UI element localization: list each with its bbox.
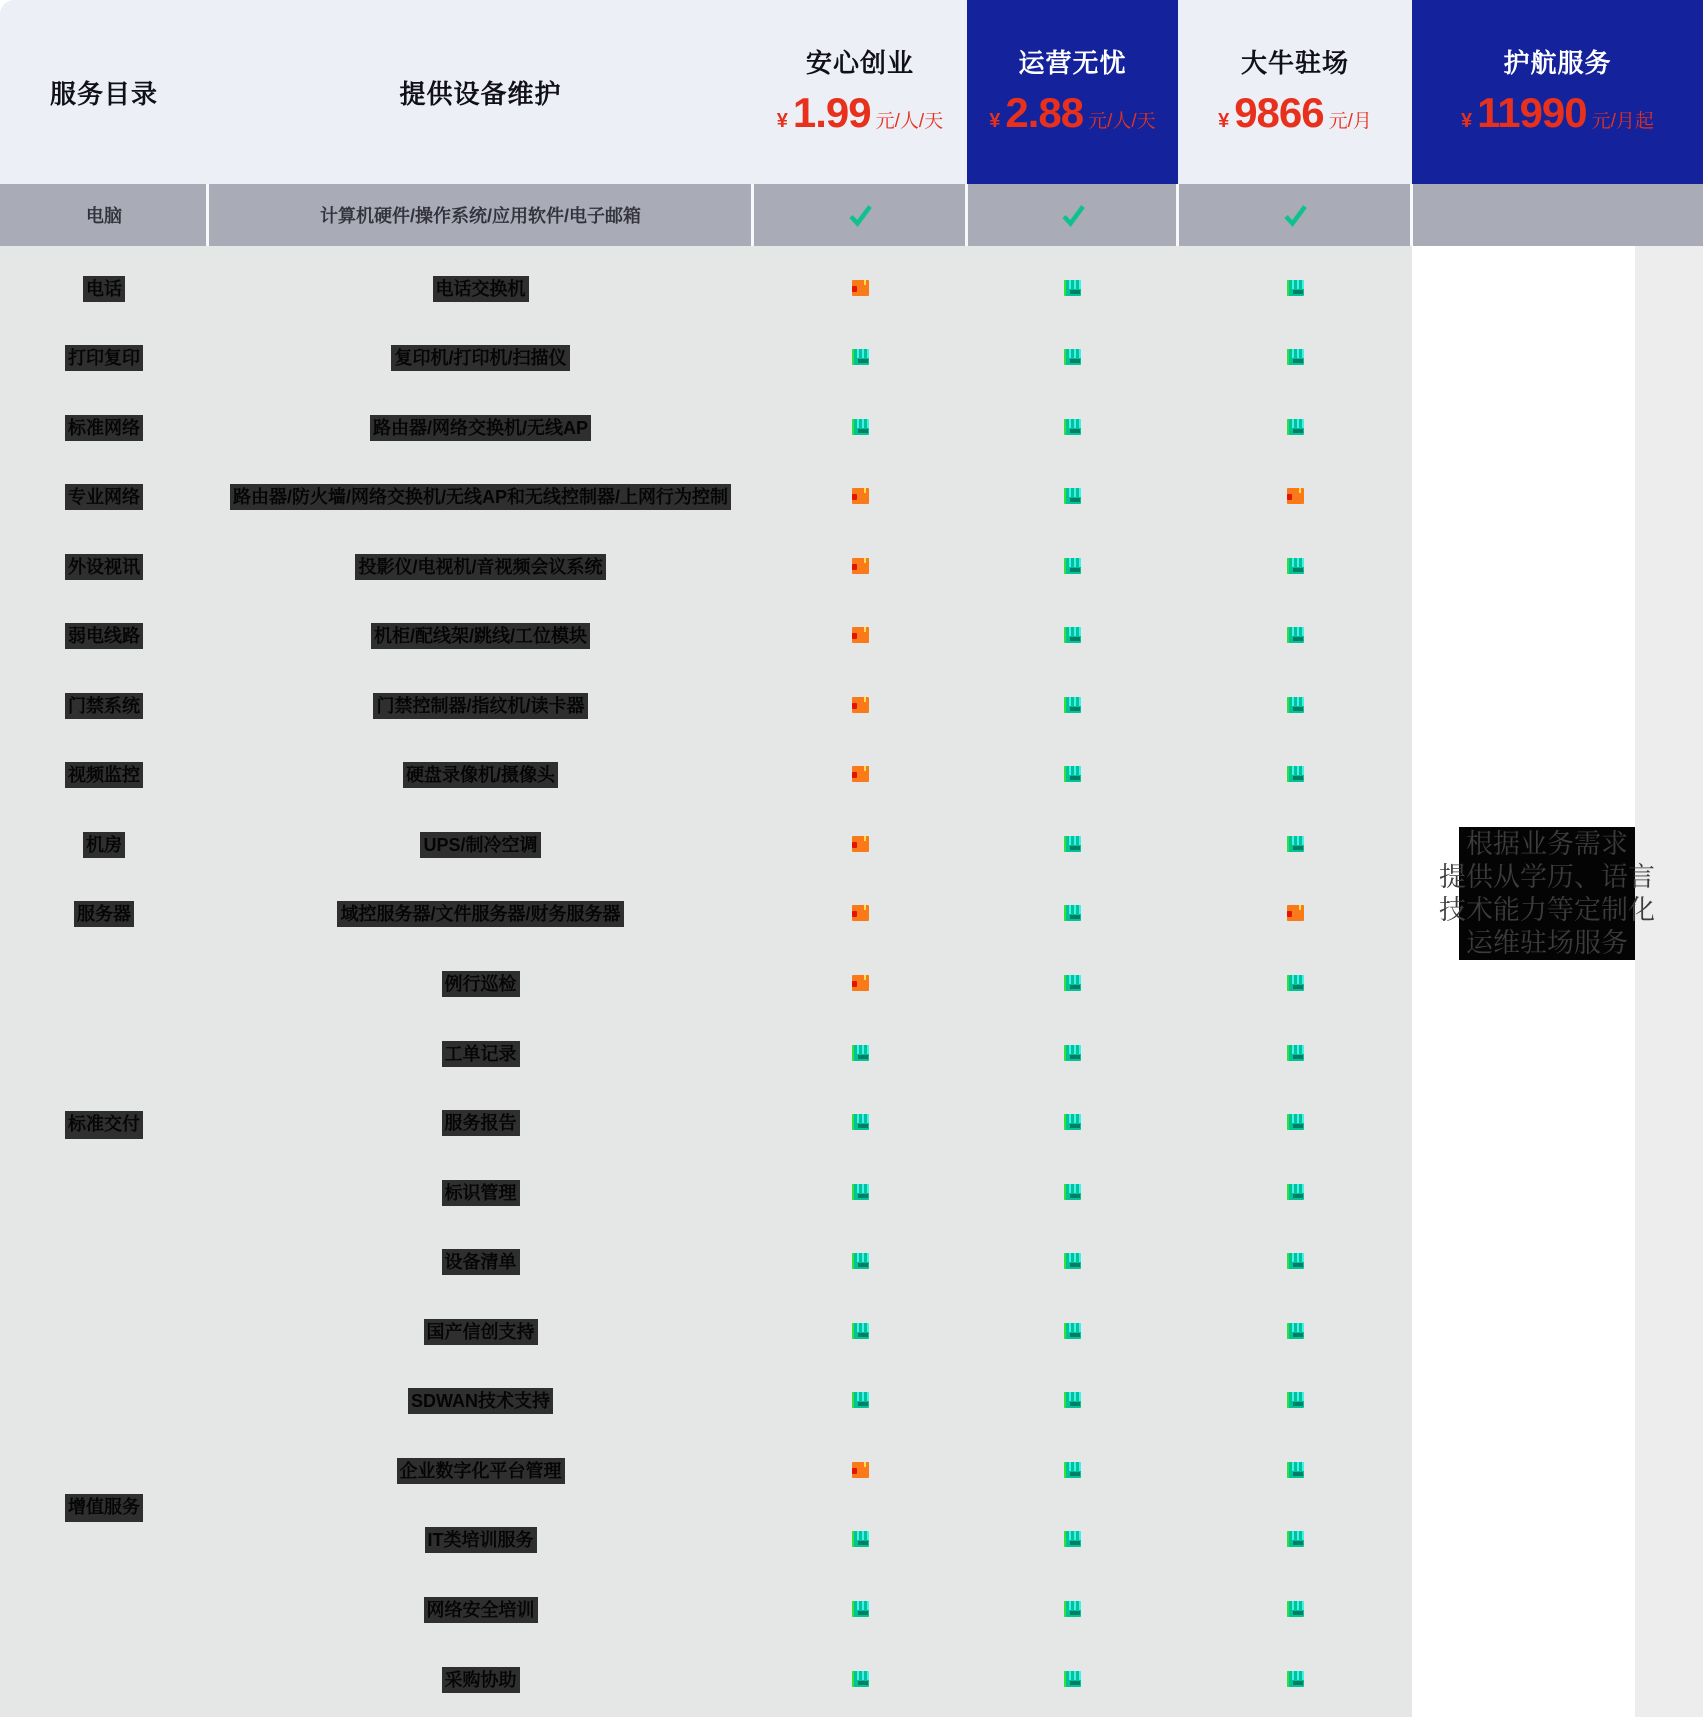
- orange-partial-icon: [852, 280, 869, 296]
- green-support-icon: [1287, 1392, 1304, 1408]
- table-row: [0, 1228, 1703, 1298]
- plan-value-cell: [1287, 1462, 1304, 1483]
- device-cell: [442, 1670, 520, 1692]
- table-row: [0, 463, 1703, 533]
- table-row: [0, 1367, 1703, 1437]
- plan-value-cell: [1287, 627, 1304, 648]
- plan-value-cell: [1064, 905, 1081, 926]
- orange-partial-icon: [1287, 488, 1304, 504]
- orange-partial-icon: [852, 697, 869, 713]
- device-cell: [425, 1530, 537, 1552]
- green-support-icon: [852, 1184, 869, 1200]
- price-value: 11990: [1477, 89, 1587, 136]
- category-cell: [65, 696, 143, 718]
- category-label: 电脑: [86, 206, 122, 226]
- plan-value-cell: [1064, 1462, 1081, 1483]
- plan-price: [989, 89, 1156, 136]
- green-support-icon: [1287, 1462, 1304, 1478]
- price-value: 2.88: [1005, 89, 1084, 136]
- green-support-icon: [1064, 1114, 1081, 1130]
- device-header-label: 提供设备维护: [399, 78, 562, 109]
- price-unit: 元/人/天: [1088, 111, 1156, 132]
- table-row: [0, 950, 1703, 1020]
- price-value: 1.99: [792, 89, 871, 136]
- green-support-icon: [1064, 1323, 1081, 1339]
- plan-value-cell: [1064, 349, 1081, 370]
- plan-value-cell: [1287, 1671, 1304, 1692]
- device-cell: [230, 487, 731, 509]
- catalog-row-plan1-cell: [846, 201, 874, 229]
- service-item-label: 电话交换机: [433, 276, 529, 302]
- plan-header-daniuzhuchang: [1178, 0, 1412, 184]
- plan-price: [1461, 89, 1654, 136]
- service-item-label: 域控服务器/文件服务器/财务服务器: [337, 901, 623, 927]
- green-support-icon: [852, 1531, 869, 1547]
- plan-value-cell: [1287, 419, 1304, 440]
- green-support-icon: [1064, 697, 1081, 713]
- green-support-icon: [1287, 627, 1304, 643]
- plan-value-cell: [1064, 558, 1081, 579]
- plan-value-cell: [852, 697, 869, 718]
- plan-value-cell: [1064, 697, 1081, 718]
- category-label: 门禁系统: [65, 693, 143, 719]
- green-support-icon: [1064, 1601, 1081, 1617]
- orange-partial-icon: [852, 627, 869, 643]
- price-unit: 元/人/天: [875, 111, 944, 132]
- green-support-icon: [1064, 1392, 1081, 1408]
- table-row: [0, 394, 1703, 464]
- plan-value-cell: [1287, 558, 1304, 579]
- orange-partial-icon: [1287, 905, 1304, 921]
- plan-value-cell: [852, 1671, 869, 1692]
- green-support-icon: [1064, 488, 1081, 504]
- currency-symbol: ¥: [776, 110, 788, 132]
- device-cell: [442, 1044, 520, 1066]
- category-cell: [83, 279, 125, 301]
- category-label: 服务器: [74, 901, 134, 927]
- catalog-header-row: [0, 184, 1703, 246]
- plan-value-cell: [852, 1184, 869, 1205]
- plan-value-cell: [1287, 1045, 1304, 1066]
- category-label: 弱电线路: [65, 623, 143, 649]
- green-support-icon: [852, 349, 869, 365]
- device-cell: [391, 348, 569, 370]
- currency-symbol: ¥: [1218, 110, 1230, 132]
- service-item-label: 采购协助: [442, 1667, 520, 1693]
- service-item-label: 路由器/防火墙/网络交换机/无线AP和无线控制器/上网行为控制: [230, 484, 731, 510]
- green-support-icon: [1287, 1184, 1304, 1200]
- table-row: [0, 1506, 1703, 1576]
- green-support-icon: [1064, 1184, 1081, 1200]
- green-support-icon: [852, 1671, 869, 1687]
- plan-value-cell: [852, 1601, 869, 1622]
- plan-value-cell: [1287, 1253, 1304, 1274]
- plan-value-cell: [1064, 1323, 1081, 1344]
- catalog-row-category-cell: [86, 202, 122, 228]
- device-cell: [442, 1252, 520, 1274]
- plan-value-cell: [1064, 1184, 1081, 1205]
- green-support-icon: [1287, 280, 1304, 296]
- note-line: 运维驻场服务: [1466, 927, 1628, 958]
- category-cell: [65, 626, 143, 648]
- device-cell: [442, 1183, 520, 1205]
- column-divider: [965, 184, 968, 246]
- plan-value-cell: [852, 349, 869, 370]
- device-cell: [442, 1113, 520, 1135]
- column-divider: [751, 184, 754, 246]
- plan-value-cell: [1064, 419, 1081, 440]
- device-cell: [397, 1461, 565, 1483]
- price-value: 9866: [1234, 89, 1324, 136]
- service-item-label: UPS/制冷空调: [420, 832, 540, 858]
- table-row: [0, 672, 1703, 742]
- plan-value-cell: [1287, 766, 1304, 787]
- orange-partial-icon: [852, 488, 869, 504]
- green-support-icon: [1064, 836, 1081, 852]
- plan-value-cell: [1064, 627, 1081, 648]
- category-label: 专业网络: [65, 484, 143, 510]
- device-cell: [371, 626, 590, 648]
- plan-value-cell: [852, 419, 869, 440]
- green-support-icon: [852, 1114, 869, 1130]
- category-label: 外设视讯: [65, 554, 143, 580]
- table-row: [0, 533, 1703, 603]
- green-support-icon: [1287, 419, 1304, 435]
- table-row: [0, 1020, 1703, 1090]
- green-support-icon: [1287, 558, 1304, 574]
- green-support-icon: [1287, 697, 1304, 713]
- table-row: [0, 741, 1703, 811]
- currency-symbol: ¥: [1461, 110, 1473, 132]
- green-support-icon: [1064, 349, 1081, 365]
- service-item-label: 复印机/打印机/扫描仪: [391, 345, 569, 371]
- device-cell: [424, 1322, 538, 1344]
- green-support-icon: [1287, 349, 1304, 365]
- plan-value-cell: [852, 1323, 869, 1344]
- service-item-label: 服务报告: [442, 1110, 520, 1136]
- service-item-label: 工单记录: [442, 1041, 520, 1067]
- plan-value-cell: [1064, 280, 1081, 301]
- plan-value-cell: [1064, 975, 1081, 996]
- green-support-icon: [1287, 766, 1304, 782]
- plan-header-huhangfuwu: [1412, 0, 1703, 184]
- plan-value-cell: [852, 627, 869, 648]
- column-divider: [206, 184, 209, 246]
- group-label-value-added: [0, 1494, 208, 1522]
- note-line: 根据业务需求: [1466, 828, 1628, 859]
- table-row: [0, 1646, 1703, 1716]
- service-item-label: 例行巡检: [442, 971, 520, 997]
- check-icon: [1281, 201, 1309, 229]
- price-unit: 元/月: [1328, 111, 1372, 132]
- service-item-label: 硬盘录像机/摄像头: [403, 762, 558, 788]
- plan-name: 运营无忧: [1018, 48, 1127, 78]
- plan-value-cell: [852, 1392, 869, 1413]
- category-cell: [65, 348, 143, 370]
- green-support-icon: [1287, 1045, 1304, 1061]
- service-item-label: 机柜/配线架/跳线/工位模块: [371, 623, 590, 649]
- green-support-icon: [1287, 1531, 1304, 1547]
- green-support-icon: [1064, 1253, 1081, 1269]
- category-cell: [65, 557, 143, 579]
- category-label: 电话: [83, 276, 125, 302]
- table-row: [0, 1089, 1703, 1159]
- green-support-icon: [1064, 975, 1081, 991]
- plan-value-cell: [1064, 1392, 1081, 1413]
- plan-price: [1218, 89, 1372, 136]
- plan-value-cell: [1064, 1045, 1081, 1066]
- green-support-icon: [1287, 1323, 1304, 1339]
- table-row: [0, 255, 1703, 325]
- green-support-icon: [852, 1323, 869, 1339]
- plan-value-cell: [1064, 488, 1081, 509]
- orange-partial-icon: [852, 1462, 869, 1478]
- table-row: [0, 1298, 1703, 1368]
- plan-name: 大牛驻场: [1240, 48, 1349, 78]
- catalog-row-plan3-cell: [1281, 201, 1309, 229]
- plan-value-cell: [1287, 1114, 1304, 1135]
- device-cell: [433, 279, 529, 301]
- table-row: [0, 324, 1703, 394]
- green-support-icon: [852, 1601, 869, 1617]
- green-support-icon: [852, 1253, 869, 1269]
- plan-value-cell: [1064, 1671, 1081, 1692]
- plan-value-cell: [852, 1462, 869, 1483]
- plan-value-cell: [852, 905, 869, 926]
- service-item-label: 门禁控制器/指纹机/读卡器: [373, 693, 587, 719]
- device-cell: [424, 1600, 538, 1622]
- plan-price: [776, 89, 944, 136]
- plan-value-cell: [852, 975, 869, 996]
- green-support-icon: [1064, 1531, 1081, 1547]
- column-header-device: [208, 0, 753, 184]
- column-divider: [1410, 184, 1413, 246]
- category-label: 打印复印: [65, 345, 143, 371]
- green-support-icon: [1287, 1114, 1304, 1130]
- plan-value-cell: [1287, 905, 1304, 926]
- category-cell: [65, 418, 143, 440]
- custom-service-note: [1439, 827, 1655, 960]
- table-row: [0, 1159, 1703, 1229]
- group-label-text: 标准交付: [65, 1111, 143, 1139]
- category-cell: [83, 835, 125, 857]
- plan-value-cell: [852, 1253, 869, 1274]
- green-support-icon: [1064, 627, 1081, 643]
- column-header-catalog: [0, 0, 208, 184]
- group-label-text: 增值服务: [65, 1494, 143, 1522]
- orange-partial-icon: [852, 558, 869, 574]
- catalog-row-plan2-cell: [1059, 201, 1087, 229]
- service-item-label: 投影仪/电视机/音视频会议系统: [355, 554, 605, 580]
- note-line: 技术能力等定制化: [1439, 894, 1655, 925]
- device-cell: [355, 557, 605, 579]
- green-support-icon: [1064, 558, 1081, 574]
- plan-header-yunyingwuyou: [967, 0, 1178, 184]
- plan-value-cell: [1064, 1253, 1081, 1274]
- category-cell: [74, 904, 134, 926]
- category-label: 机房: [83, 832, 125, 858]
- catalog-header-label: 服务目录: [49, 78, 158, 109]
- orange-partial-icon: [852, 766, 869, 782]
- group-label-standard-delivery: [0, 1111, 208, 1139]
- orange-partial-icon: [852, 836, 869, 852]
- category-label: 视频监控: [65, 762, 143, 788]
- check-icon: [846, 201, 874, 229]
- device-cell: [420, 835, 540, 857]
- currency-symbol: ¥: [989, 110, 1001, 132]
- note-line: 提供从学历、语言: [1439, 861, 1655, 892]
- service-item-label: SDWAN技术支持: [408, 1388, 553, 1414]
- plan-value-cell: [1287, 1601, 1304, 1622]
- green-support-icon: [1064, 766, 1081, 782]
- plan-value-cell: [852, 836, 869, 857]
- green-support-icon: [1287, 1253, 1304, 1269]
- device-cell: [337, 904, 623, 926]
- device-cell: [370, 418, 591, 440]
- category-cell: [65, 765, 143, 787]
- green-support-icon: [1064, 280, 1081, 296]
- device-cell: [442, 974, 520, 996]
- plan-value-cell: [1064, 1114, 1081, 1135]
- green-support-icon: [1287, 836, 1304, 852]
- green-support-icon: [1064, 1462, 1081, 1478]
- service-item-label: 企业数字化平台管理: [397, 1458, 565, 1484]
- plan-value-cell: [852, 488, 869, 509]
- catalog-row-device-cell: [320, 202, 641, 228]
- plan-value-cell: [1064, 836, 1081, 857]
- service-item-label: 路由器/网络交换机/无线AP: [370, 415, 591, 441]
- plan-value-cell: [1064, 1601, 1081, 1622]
- plan-value-cell: [852, 558, 869, 579]
- green-support-icon: [852, 1045, 869, 1061]
- orange-partial-icon: [852, 975, 869, 991]
- plan-value-cell: [1064, 1531, 1081, 1552]
- green-support-icon: [1064, 1045, 1081, 1061]
- service-item-label: 国产信创支持: [424, 1319, 538, 1345]
- plan-name: 护航服务: [1503, 48, 1612, 78]
- check-icon: [1059, 201, 1087, 229]
- device-cell: [408, 1391, 553, 1413]
- column-divider: [1176, 184, 1179, 246]
- plan-value-cell: [1287, 836, 1304, 857]
- table-row: [0, 1437, 1703, 1507]
- plan-value-cell: [1287, 1184, 1304, 1205]
- price-unit: 元/月起: [1591, 111, 1654, 132]
- plan-value-cell: [852, 1531, 869, 1552]
- green-support-icon: [1064, 905, 1081, 921]
- orange-partial-icon: [852, 905, 869, 921]
- plan-value-cell: [1064, 766, 1081, 787]
- plan-value-cell: [1287, 1531, 1304, 1552]
- table-row: [0, 1576, 1703, 1646]
- device-cell: [373, 696, 587, 718]
- plan-value-cell: [1287, 1392, 1304, 1413]
- plan-value-cell: [1287, 697, 1304, 718]
- plan-value-cell: [852, 1114, 869, 1135]
- plan-header-anxinchuangye: [753, 0, 967, 184]
- plan-value-cell: [1287, 349, 1304, 370]
- plan-value-cell: [1287, 280, 1304, 301]
- plan-value-cell: [852, 280, 869, 301]
- green-support-icon: [852, 419, 869, 435]
- green-support-icon: [852, 1392, 869, 1408]
- green-support-icon: [1064, 419, 1081, 435]
- device-cell: [403, 765, 558, 787]
- plan-value-cell: [1287, 975, 1304, 996]
- service-item-label: IT类培训服务: [425, 1527, 537, 1553]
- plan-value-cell: [1287, 1323, 1304, 1344]
- category-cell: [65, 487, 143, 509]
- green-support-icon: [1287, 1601, 1304, 1617]
- service-item-label: 计算机硬件/操作系统/应用软件/电子邮箱: [319, 206, 641, 226]
- service-item-label: 设备清单: [442, 1249, 520, 1275]
- service-item-label: 标识管理: [442, 1180, 520, 1206]
- green-support-icon: [1064, 1671, 1081, 1687]
- category-label: 标准网络: [65, 415, 143, 441]
- plan-value-cell: [852, 1045, 869, 1066]
- green-support-icon: [1287, 1671, 1304, 1687]
- plan-name: 安心创业: [805, 48, 914, 78]
- plan-value-cell: [1287, 488, 1304, 509]
- plan-value-cell: [852, 766, 869, 787]
- service-item-label: 网络安全培训: [424, 1597, 538, 1623]
- green-support-icon: [1287, 975, 1304, 991]
- table-row: [0, 602, 1703, 672]
